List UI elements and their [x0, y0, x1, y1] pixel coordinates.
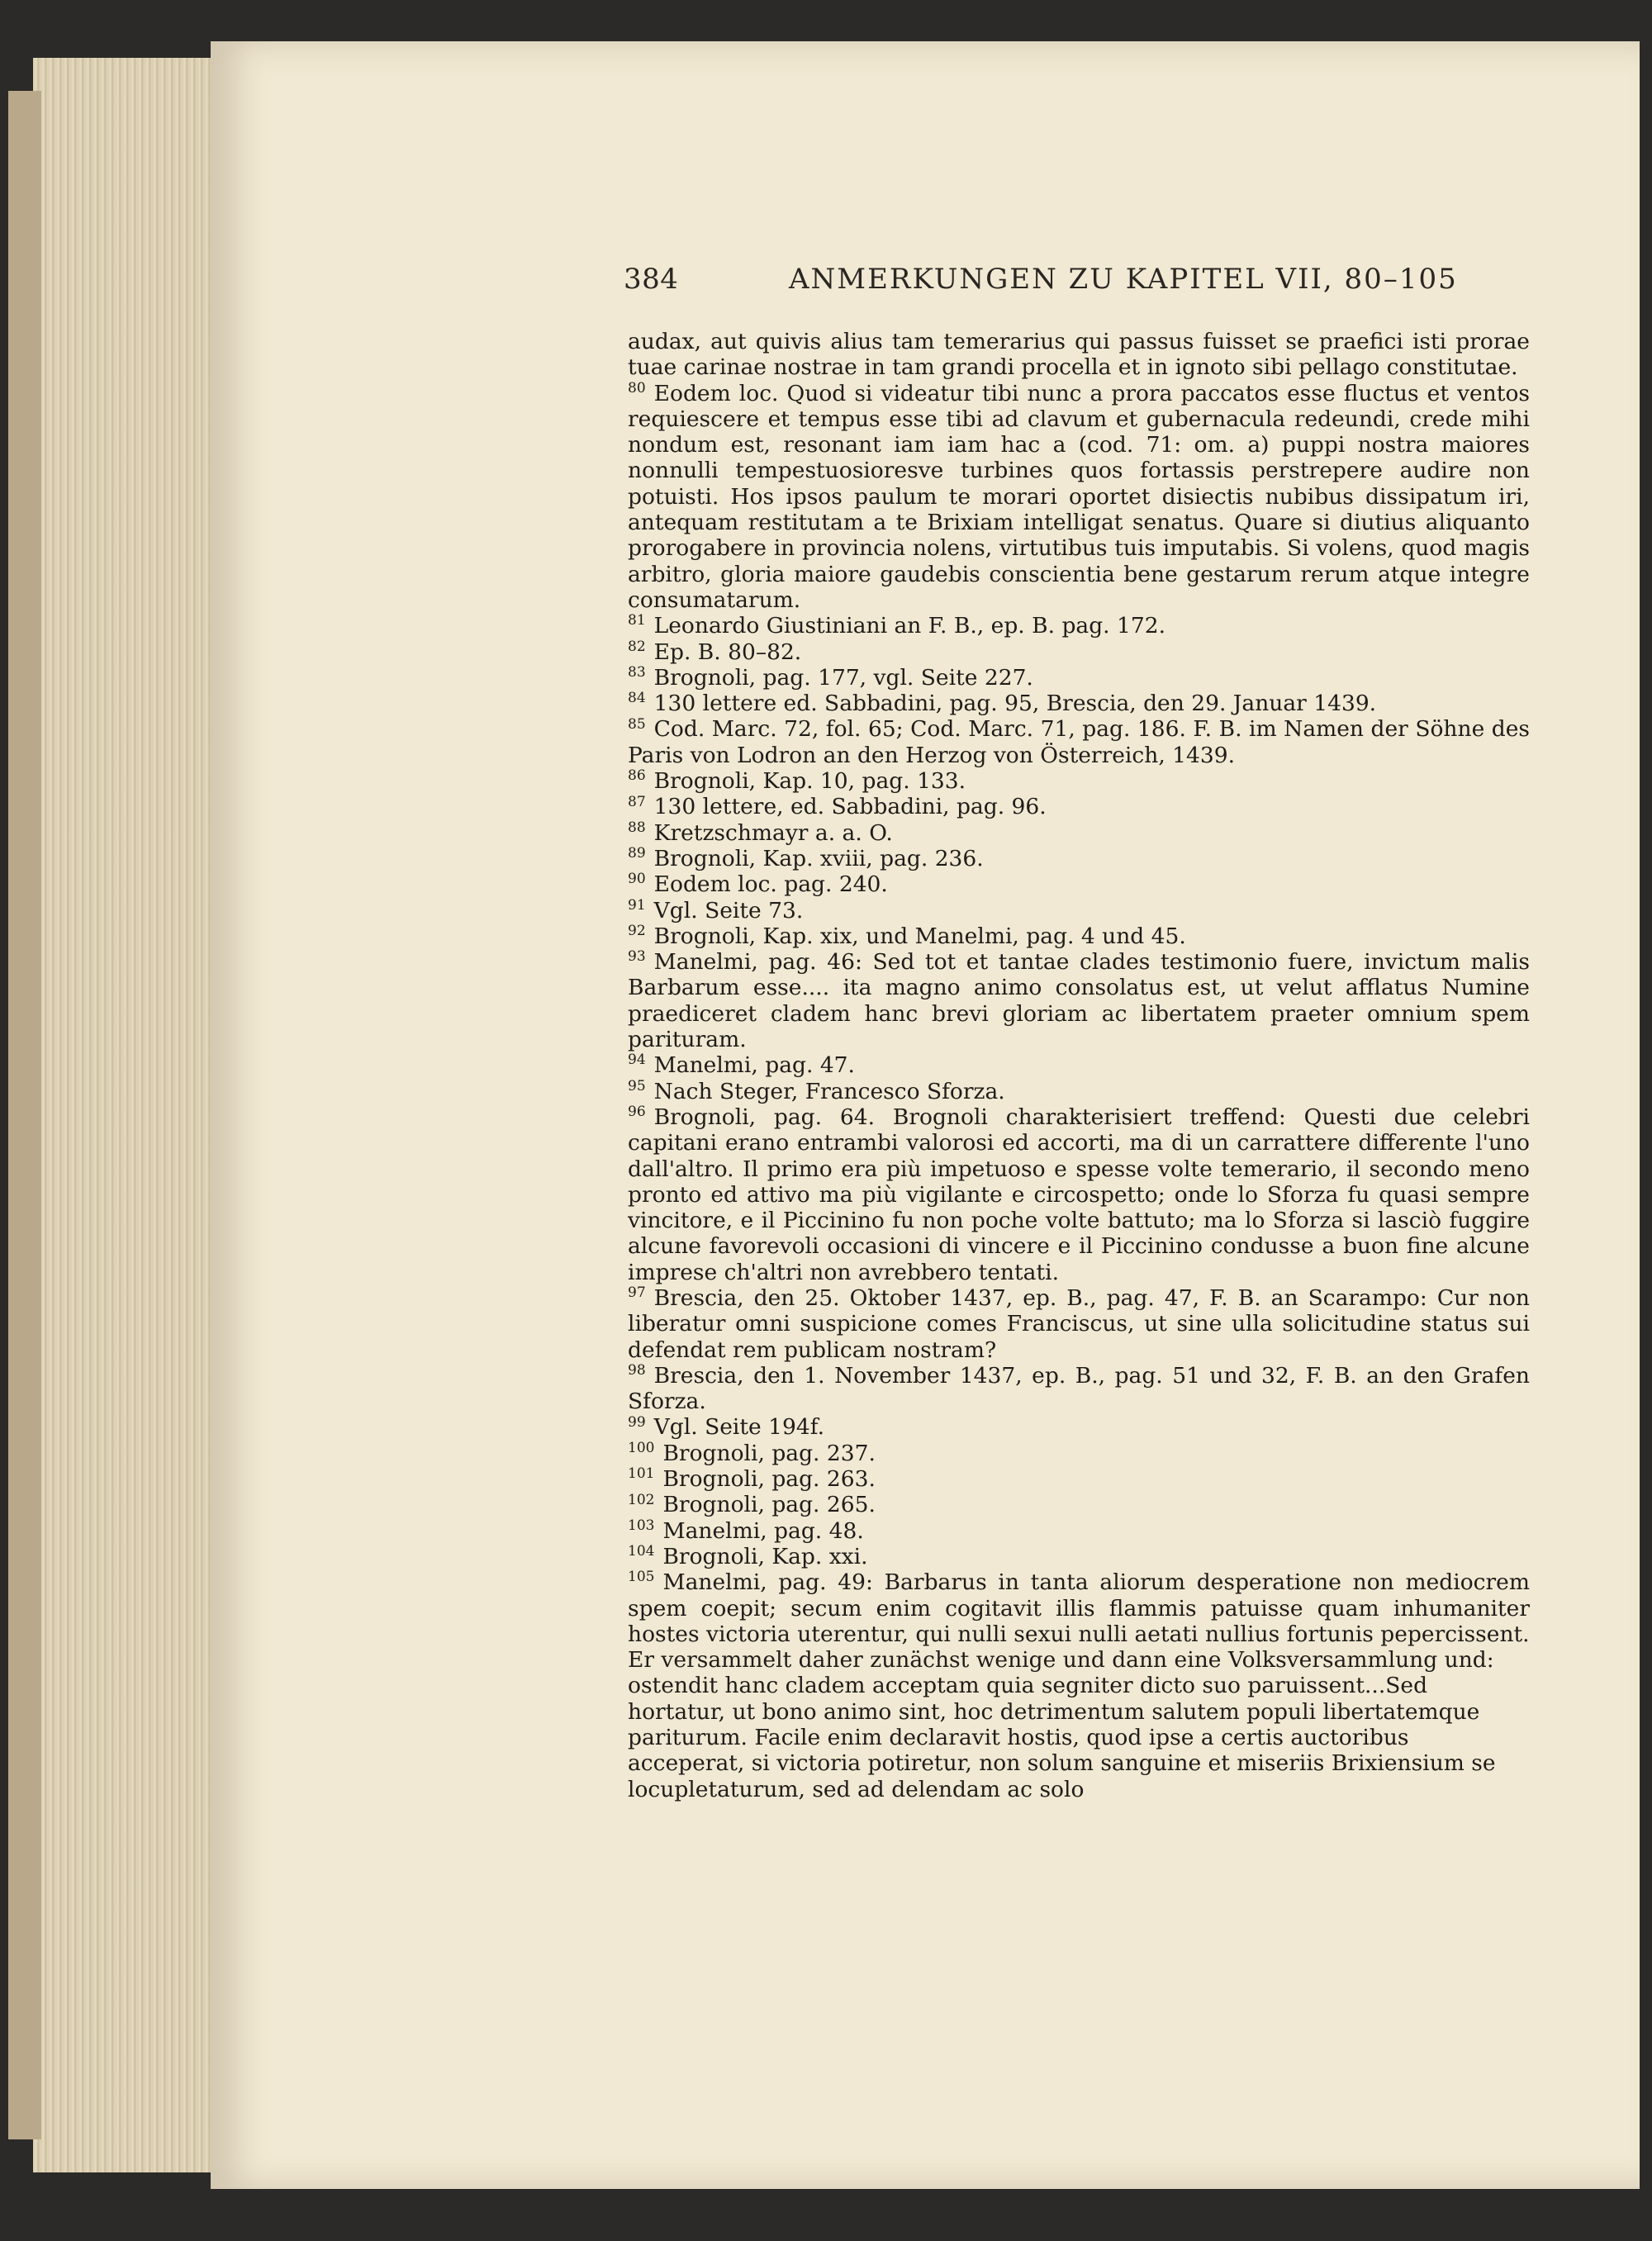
footnote-number: 85	[628, 715, 646, 733]
footnote	[628, 898, 1530, 923]
footnote-number: 102	[628, 1491, 655, 1508]
footnote-text: Brognoli, pag. 237.	[662, 1440, 876, 1466]
footnote-text: Vgl. Seite 73.	[653, 897, 804, 923]
footnote-text: Cod. Marc. 72, fol. 65; Cod. Marc. 71, pag. 186. F. B. im Namen der Söhne des Paris von Lodron an den Herzog von Österreich, 1439.	[628, 716, 1530, 768]
footnote-text: Brescia, den 25. Oktober 1437, ep. B., pag. 47, F. B. an Scarampo: Cur non liberatur omni suspicione comes Franciscus, ut sine ulla solicitudine status sui defendat rem publicam nostram?	[628, 1284, 1530, 1363]
footnote-number: 97	[628, 1284, 646, 1302]
footnote-number: 96	[628, 1104, 646, 1121]
footnote-text: Brognoli, pag. 263.	[662, 1466, 876, 1493]
footnote-number: 95	[628, 1077, 646, 1094]
footnote-number: 89	[628, 845, 646, 862]
footnote-number: 91	[628, 896, 646, 914]
footnote-text: Nach Steger, Francesco Sforza.	[653, 1078, 1005, 1104]
footnote-text: Brognoli, pag. 177, vgl. Seite 227.	[653, 664, 1033, 691]
footnote-number: 88	[628, 819, 646, 836]
footnote-text: Manelmi, pag. 48.	[662, 1517, 864, 1544]
footnote-number: 92	[628, 923, 646, 939]
footnote	[628, 665, 1530, 691]
footnote-text: Manelmi, pag. 47.	[653, 1052, 855, 1079]
footnote-number: 83	[628, 664, 646, 681]
footnote	[628, 1285, 1530, 1363]
footnote-number: 93	[628, 948, 646, 966]
footnote	[628, 768, 1530, 794]
footnote	[628, 1104, 1530, 1285]
footnote	[628, 716, 1530, 768]
footnote-text: Eodem loc. Quod si videatur tibi nunc a prora paccatos esse fluctus et ventos requiescere et tempus esse tibi ad clavum et gubernacula redeundi, crede mihi nondum est, resonant iam iam hac a (cod. 71: om. a) puppi nostra maiores nonnulli tempestuosioresve turbines quos fortassis perstrepere audire non potuisti. Hos ipsos paulum te morari oportet disiectis nubibus dissipatum iri, antequam restitutam a te Brixiam intelligat senatus. Quare si diutius aliquanto prorogabere in provincia nolens, virtutibus tuis imputabis. Si volens, quod magis arbitro, gloria maiore gaudebis conscientia bene gestarum rerum atque integre consumatarum.	[628, 380, 1530, 613]
footnote-number: 104	[628, 1543, 655, 1560]
footnote-text: Brognoli, pag. 265.	[662, 1492, 876, 1518]
footnote	[628, 1079, 1530, 1104]
footnote-text: Kretzschmayr a. a. O.	[653, 819, 893, 846]
footnote	[628, 820, 1530, 846]
footnote	[628, 871, 1530, 897]
footnote-text: 130 lettere ed. Sabbadini, pag. 95, Brescia, den 29. Januar 1439.	[653, 691, 1377, 717]
footnote	[628, 794, 1530, 819]
footnote	[628, 1569, 1530, 1647]
footnote-number: 105	[628, 1569, 655, 1586]
footnote-number: 87	[628, 793, 646, 810]
notes-text	[628, 329, 1530, 1802]
page-number: 384	[624, 263, 679, 296]
footnote	[628, 1466, 1530, 1492]
footnote-text: Brescia, den 1. November 1437, ep. B., pag. 51 und 32, F. B. an den Grafen Sforza.	[628, 1362, 1530, 1415]
footnote-number: 94	[628, 1052, 646, 1069]
footnote-text: Brognoli, Kap. 10, pag. 133.	[653, 768, 966, 795]
footnote-text: Brognoli, Kap. xviii, pag. 236.	[653, 845, 984, 871]
footnote	[628, 1518, 1530, 1544]
footnote-number: 81	[628, 612, 646, 629]
continuation-paragraph: audax, aut quivis alius tam temerarius qui passus fuisset se praefici isti prorae tuae carinae nostrae in tam grandi procella et in ignoto sibi pellago constitutae.	[628, 329, 1530, 381]
final-paragraph: Er versammelt daher zunächst wenige und dann eine Volksversammlung und: ostendit hanc cladem acceptam quia segniter dicto suo paruissent...Sed hortatur, ut bono animo sint, hoc detrimentum salutem populi libertatemque pariturum. Facile enim declaravit hostis, quod ipse a certis auctoribus acceperat, si victoria potiretur, non solum sanguine et miseriis Brixiensium se locupletaturum, sed ad delendam ac solo	[628, 1647, 1496, 1802]
footnote-list	[628, 381, 1530, 1648]
footnote-number: 103	[628, 1517, 655, 1534]
footnote	[628, 639, 1530, 665]
footnote	[628, 381, 1530, 614]
footnote	[628, 846, 1530, 871]
running-head-title: ANMERKUNGEN ZU KAPITEL VII, 80–105	[789, 263, 1458, 296]
footnote	[628, 1441, 1530, 1466]
footnote	[628, 1492, 1530, 1517]
footnote	[628, 691, 1530, 716]
footnote-number: 82	[628, 638, 646, 655]
footnote-number: 80	[628, 379, 646, 396]
footnote-text: Leonardo Giustiniani an F. B., ep. B. pag. 172.	[653, 613, 1166, 639]
footnote	[628, 1052, 1530, 1078]
footnote	[628, 949, 1530, 1052]
footnote	[628, 1414, 1530, 1440]
footnote-text: Brognoli, pag. 64. Brognoli charakterisiert treffend: Questi due celebri capitani erano entrambi valorosi ed accorti, ma di un carrattere differente l'uno dall'altro. Il primo era più impetuoso e spesse volte temerario, il secondo meno pronto ed attivo ma più vigilante e circospetto; onde lo Sforza fu quasi sempre vincitore, e il Piccinino fu non poche volte battuto; ma lo Sforza si lasciò fuggire alcune favorevoli occasioni di vincere e il Piccinino condusse a buon fine alcune imprese ch'altri non avrebbero tentati.	[628, 1104, 1530, 1285]
footnote-text: Brognoli, Kap. xxi.	[662, 1543, 868, 1569]
footnote-number: 99	[628, 1413, 646, 1431]
footnote	[628, 1363, 1530, 1415]
footnote-text: Brognoli, Kap. xix, und Manelmi, pag. 4 und 45.	[653, 923, 1186, 949]
footnote-text: Manelmi, pag. 46: Sed tot et tantae clades testimonio fuere, invictum malis Barbarum esse.... ita magno animo consolatus est, ut velut afflatus Numine praediceret cladem hanc brevi gloriam ac libertatem praeter omnium spem parituram.	[628, 949, 1530, 1053]
footnote	[628, 923, 1530, 949]
book-page-edges	[33, 58, 223, 2172]
footnote-number: 90	[628, 871, 646, 888]
footnote-number: 86	[628, 767, 646, 785]
footnote-number: 100	[628, 1439, 655, 1456]
footnote	[628, 1544, 1530, 1569]
footnote-text: Vgl. Seite 194f.	[653, 1414, 824, 1441]
footnote	[628, 613, 1530, 639]
footnote-text: Eodem loc. pag. 240.	[653, 871, 888, 898]
footnote-text: Manelmi, pag. 49: Barbarus in tanta aliorum desperatione non mediocrem spem coepit; secum enim cogitavit illis flammis patuisse quam inhumaniter hostes victoria uterentur, qui nulli sexui nulli aetati nullius fortunis pepercissent.	[628, 1569, 1530, 1647]
footnote-number: 98	[628, 1362, 646, 1379]
footnote-text: 130 lettere, ed. Sabbadini, pag. 96.	[653, 794, 1047, 820]
running-header	[624, 263, 1532, 296]
footnote-number: 84	[628, 690, 646, 707]
footnote-text: Ep. B. 80–82.	[653, 639, 802, 665]
footnote-number: 101	[628, 1465, 655, 1483]
